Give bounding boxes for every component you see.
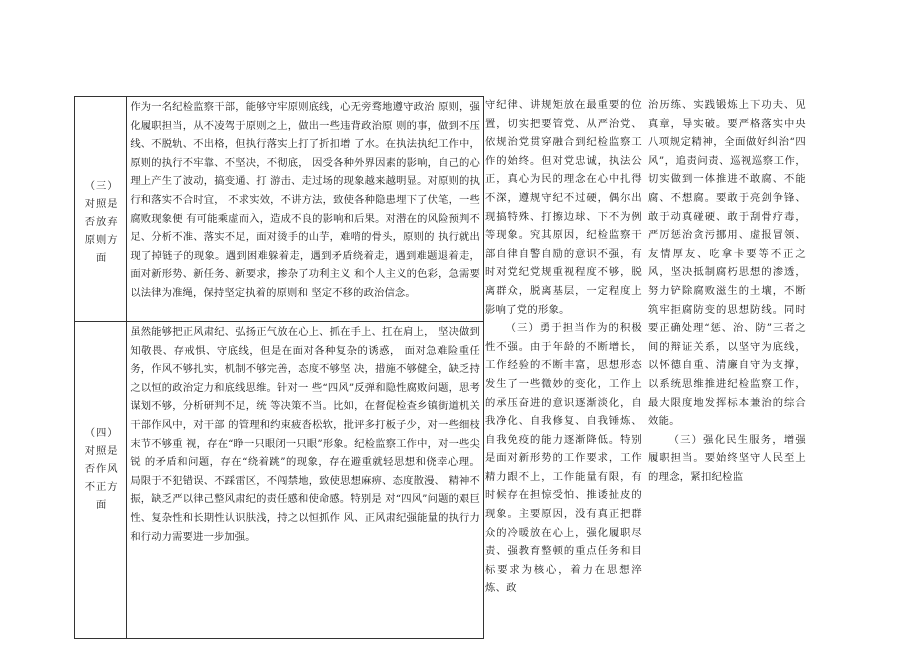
paragraph: （三）强化民生服务，增强履职担当。要始终坚守人民至上的理念，紧扣纪检监: [648, 433, 806, 483]
row-body-text: 虽然能够把正风肃纪、弘扬正气放在心上、抓在手上、扛在肩上， 坚决做到知敬畏、存戒惧、守底线，但是在面对各种复杂的诱惑， 面对急难险重任务，作风不够扎实，机制不够完善，态度不够坚 决，措施不够健全，缺乏持之以恒的政治定力和底线思维。针对一 些“四风”反弹和隐性腐败问题，思考谋划不够，分析研判不足，统 等决策不当。比如，在督促检查乡镇街道机关干部作风中，对干部 的管理和约束疲沓松软，批评多打板子少，对一些细枝末节不够重 视，存在“睁一只眼闭一只眼”形象。纪检监察工作中，对一些尖锐 的矛盾和问题，存在“绕着跳”的现象，存在避重就轻思想和侥幸心理。 局限于不犯错误、不踩雷区，不闯禁地，致使思想麻痹、态度散漫、 精神不振，缺乏严以律己整风肃纪的责任感和使命感。特别是 对“四风”问题的艰巨性、复杂性和长期性认识肤浅，持之以恒抓作 风、正风肃纪强能量的执行力和行动力需要进一步加强。: [130, 326, 480, 543]
paragraph: 治历练、实践锻炼上下功夫、见真章，导实破。要严格落实中央八项规定精神，全面做好纠治“四风”，追责问责、巡视巡察工作，切实做到一体推进不敢腐、不能腐、不想腐。要敢于亮剑争锋、敢于动真碰硬、敢于刮骨疗毒，严厉惩治贪污挪用、虚报冒领、友情厚友、吃拿卡要等不正之风，坚决抵制腐朽思想的渗透，努力铲除腐败滋生的土壤，不断筑牢拒腐防变的思想防线。同时要正确处理“惩、治、防”三者之间的辩证关系，以坚守为底线，以怀德自重、清廉自守为支撑，以系统思维推进纪检监察工作，最大限度地发挥标本兼治的综合效能。: [648, 99, 806, 428]
paragraph: 守纪律、讲规矩放在最重要的位置，切实把要管党、从严治党、依规治党贯穿融合到纪检监察工作的始终。但对党忠诚，执法公正，真心为民的理念在心中扎得不深，遵规守纪不过硬，偶尔出现搞特殊、打擦边球、下不为例等现象。究其原因，纪检监察干部自律自警自励的意识不强，有时对党纪党规重视程度不够，脱离群众，脱离基层，一定程度上影响了党的形象。: [485, 99, 642, 316]
row-body-cell: [127, 97, 484, 322]
row-body-text: 作为一名纪检监察干部，能够守牢原则底线，心无旁骛地遵守政治 原则，强化履职担当，从不凌驾于原则之上，做出一些违背政治原 则的事，做到不压线、不脱轨、不出格，但执行落实上打了折扣增 了水。在执法执纪工作中，原则的执行不牢靠、不坚决，不彻底， 因受各种外界因素的影响，自己的心理上产生了波动，搞变通、打 游击、走过场的现象越来越明显。对原则的执行和落实不合时宜， 不求实效，不讲方法，致使各种隐患埋下了伏笔，一些腐败现象便 有可能乘虚而入，造成不良的影响和后果。对潜在的风险预判不 足、分析不准、落实不足，面对烫手的山芋，难啃的骨头，原则的 执行就出现了掉链子的现象。遇到困难躲着走，遇到矛盾绕着走，遇到难题退着走，面对新形势、新任务、新要求，掺杂了功利主义 和个人主义的色彩，急需要以法律为准绳，保持坚定执着的原则和 坚定不移的政治信念。: [130, 101, 480, 299]
text-column-middle: [485, 96, 642, 598]
row-label: （四） 对照是 否作风 不正方面: [84, 427, 119, 511]
row-body-cell: [127, 322, 484, 639]
paragraph: （三）勇于担当作为的积极性不强。由于年龄的不断增长，工作经验的不断丰富，思想形态发生了一些微妙的变化，工作上的承压奋进的意识逐渐淡化，自我净化、自我修复、自我锤炼、自我免疫的能力逐渐降低。特别是面对新形势的工作要求，工作精力跟不上，工作能量有限，有时候存在担惊受怕、推诿扯皮的现象。主要原因，没有真正把群众的冷暖放在心上，强化履职尽责、强教育整顿的重点任务和目标要求为核心，着力在思想淬炼、政: [485, 322, 642, 595]
row-label-cell: [75, 322, 127, 639]
row-label-cell: [75, 97, 127, 322]
table-row: [75, 97, 484, 322]
row-label: （三） 对照是 否放弃 原则方面: [84, 180, 119, 264]
text-column-right: [648, 96, 806, 486]
table-row: [75, 322, 484, 639]
self-review-table: [74, 96, 484, 639]
